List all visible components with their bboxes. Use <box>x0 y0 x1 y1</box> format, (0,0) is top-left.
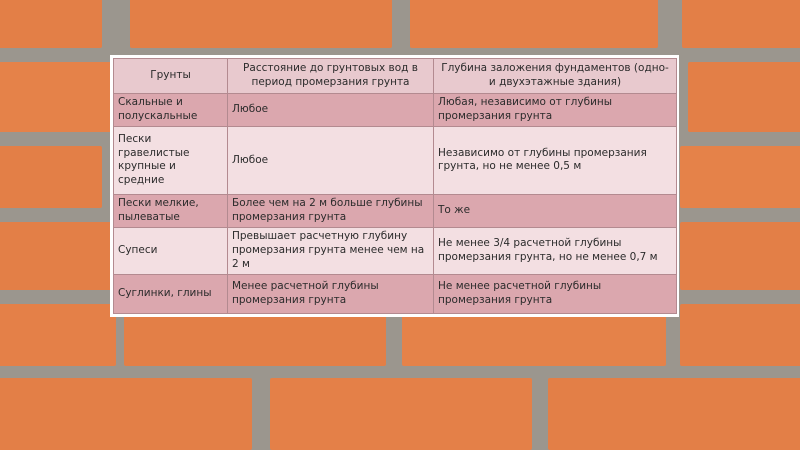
table-row <box>114 227 677 274</box>
cell-soil: Пески мелкие, пылеватые <box>114 194 228 227</box>
cell-distance: Любое <box>228 93 434 126</box>
cell-distance: Превышает расчетную глубину промерзания грунта менее чем на 2 м <box>228 227 434 274</box>
cell-depth: То же <box>434 194 677 227</box>
table-header-row <box>114 59 677 94</box>
foundation-depth-table <box>113 58 676 314</box>
cell-distance: Более чем на 2 м больше глубины промерзания грунта <box>228 194 434 227</box>
table-row <box>114 194 677 227</box>
table-row <box>114 274 677 313</box>
header-groundwater-distance: Расстояние до грунтовых вод в период промерзания грунта <box>228 59 434 94</box>
table-row <box>114 127 677 195</box>
table-row <box>114 93 677 126</box>
cell-depth: Не менее расчетной глубины промерзания грунта <box>434 274 677 313</box>
header-foundation-depth: Глубина заложения фундаментов (одно- и двухэтажные здания) <box>434 59 677 94</box>
cell-distance: Менее расчетной глубины промерзания грунта <box>228 274 434 313</box>
soil-table <box>113 58 677 314</box>
cell-soil: Супеси <box>114 227 228 274</box>
cell-depth: Не менее 3/4 расчетной глубины промерзания грунта, но не менее 0,7 м <box>434 227 677 274</box>
cell-soil: Пески гравелистые крупные и средние <box>114 127 228 195</box>
cell-depth: Любая, независимо от глубины промерзания грунта <box>434 93 677 126</box>
header-soils: Грунты <box>114 59 228 94</box>
cell-distance: Любое <box>228 127 434 195</box>
cell-soil: Скальные и полускальные <box>114 93 228 126</box>
cell-soil: Суглинки, глины <box>114 274 228 313</box>
cell-depth: Независимо от глубины промерзания грунта, но не менее 0,5 м <box>434 127 677 195</box>
